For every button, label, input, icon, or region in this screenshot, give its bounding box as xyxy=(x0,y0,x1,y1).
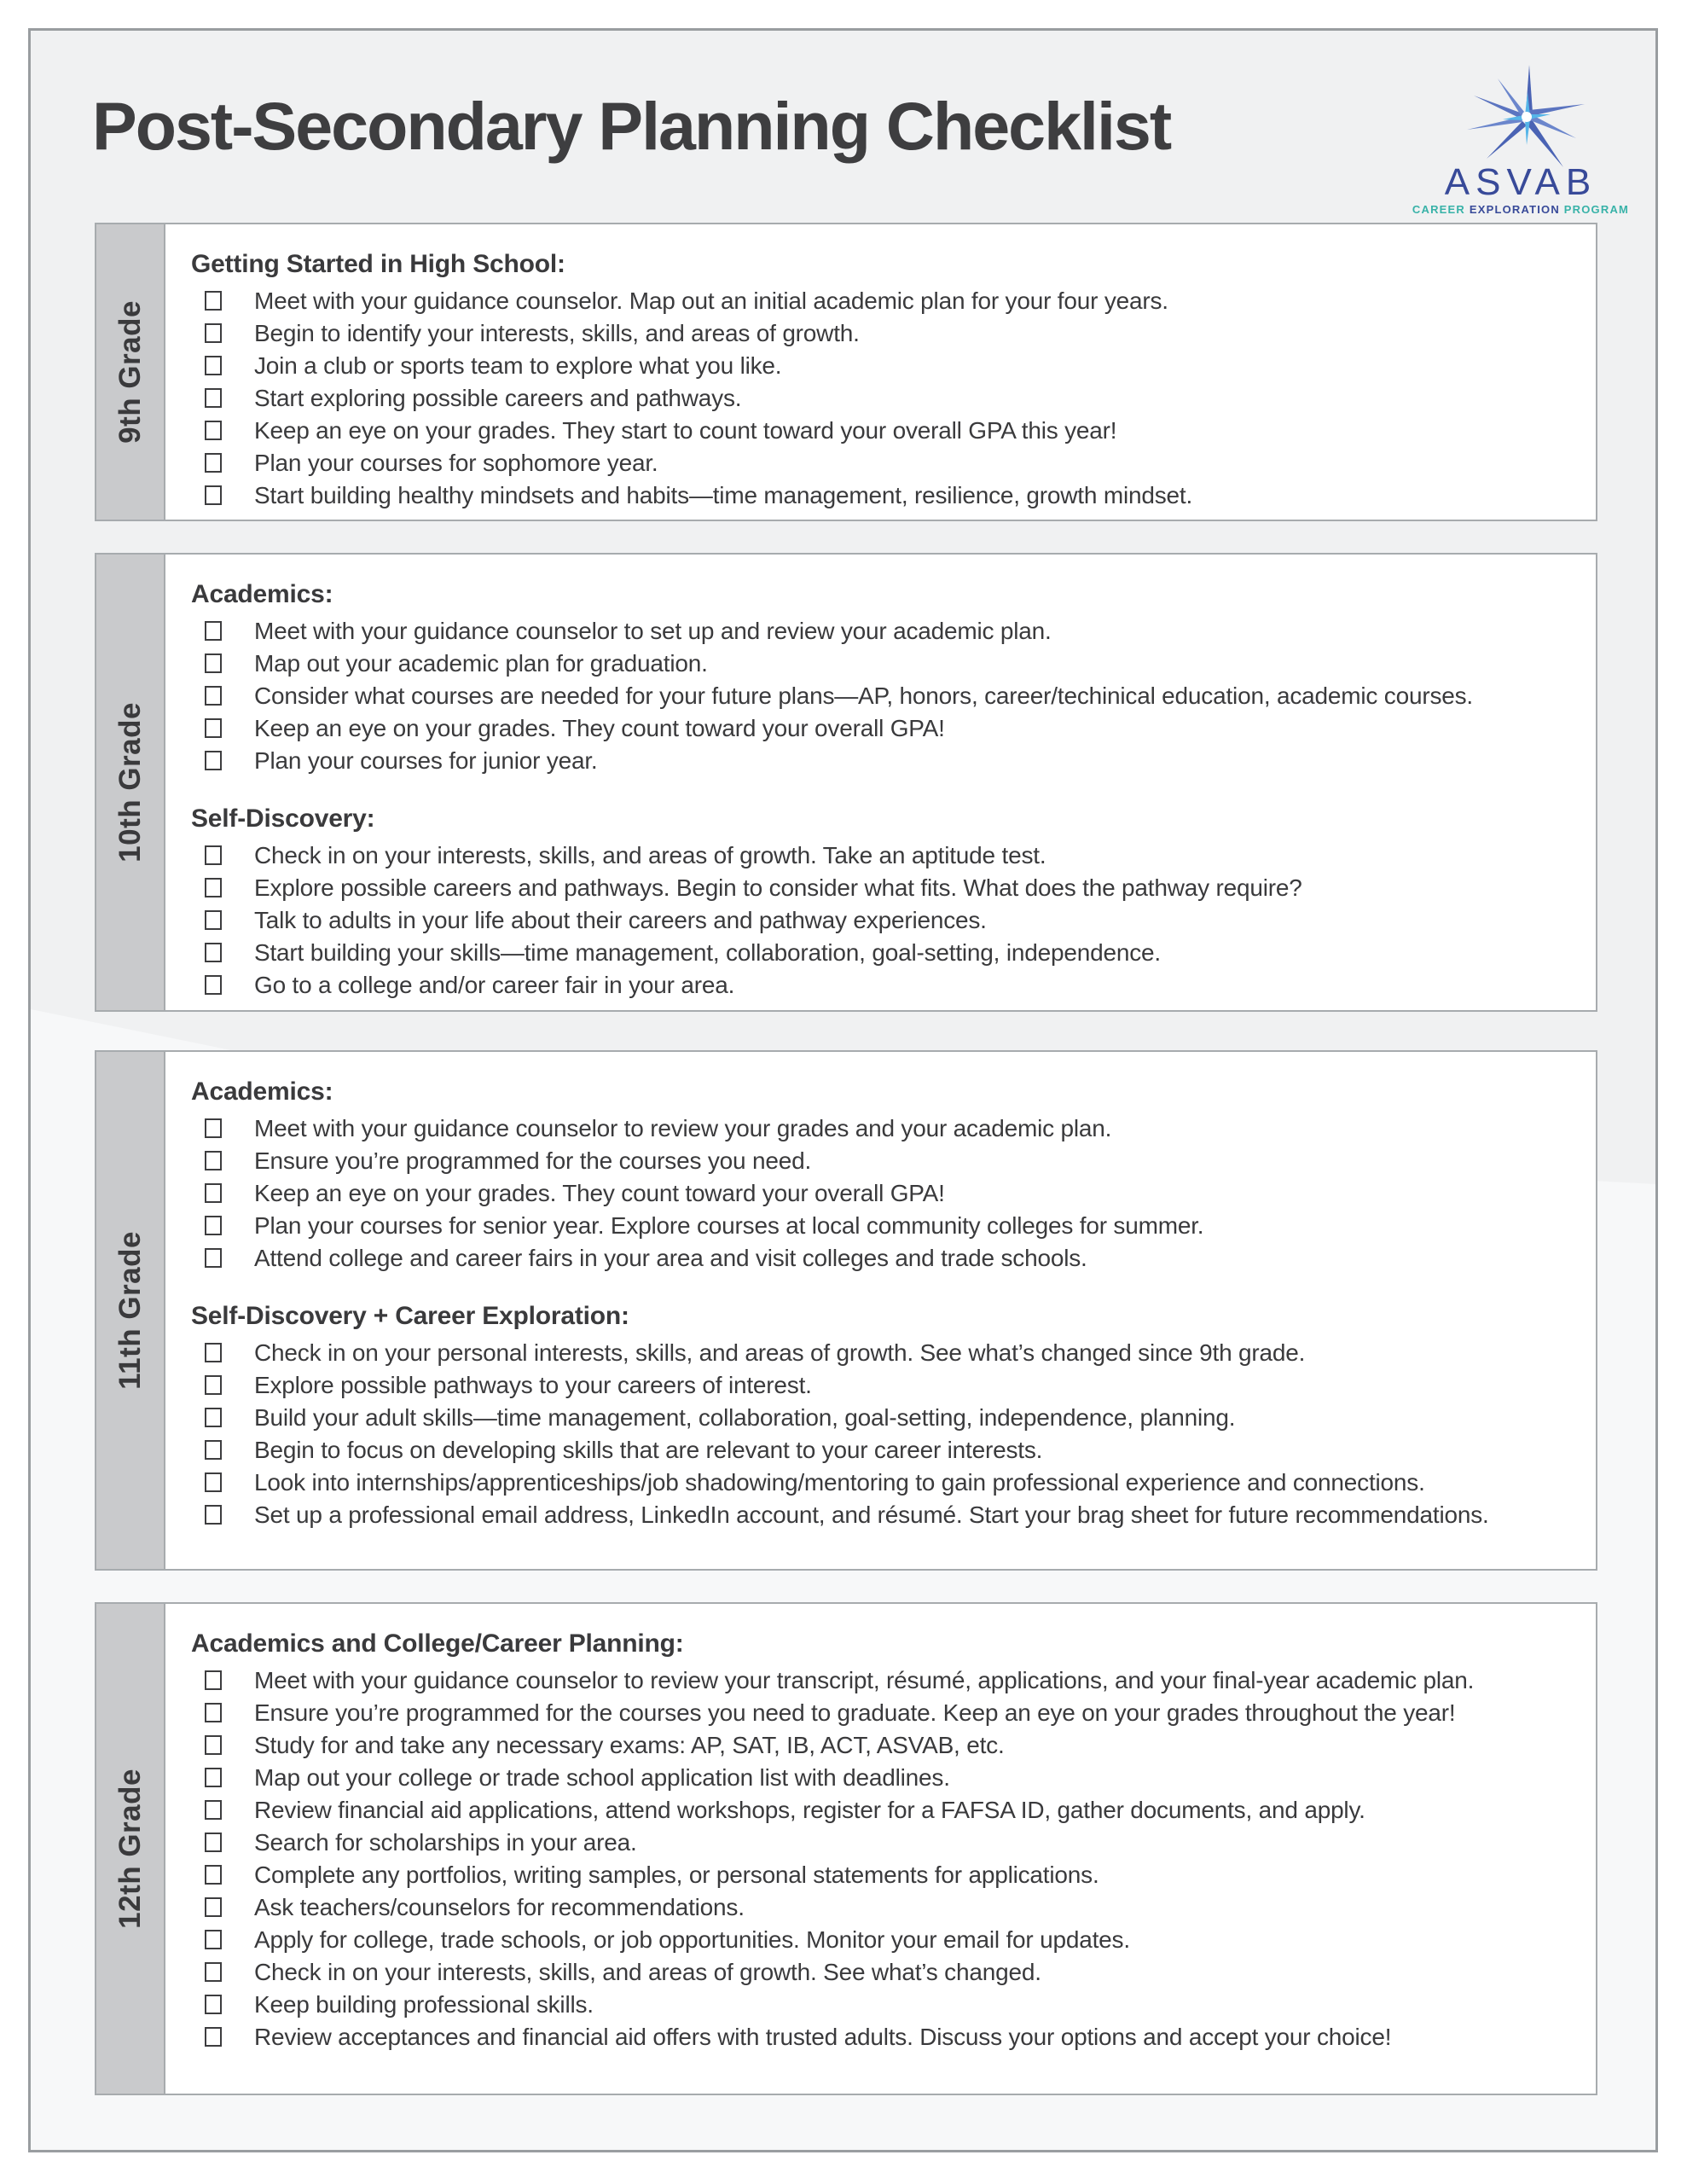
item-text: Keep an eye on your grades. They count toward your overall GPA! xyxy=(254,1180,945,1206)
checklist-item xyxy=(191,1145,1580,1177)
grade-section-9th xyxy=(95,223,1597,521)
item-text: Check in on your personal interests, skills, and areas of growth. See what’s changed since 9th grade. xyxy=(254,1339,1306,1366)
checklist-item xyxy=(191,745,1580,777)
checklist-item xyxy=(191,1891,1580,1924)
asvab-logo xyxy=(1406,63,1636,216)
grade-section-11th xyxy=(95,1050,1597,1571)
checkbox[interactable] xyxy=(205,943,222,962)
item-text: Keep an eye on your grades. They start to count toward your overall GPA this year! xyxy=(254,417,1117,444)
checkbox[interactable] xyxy=(205,1897,222,1917)
checklist-items xyxy=(191,1112,1580,1275)
item-text: Meet with your guidance counselor to review your grades and your academic plan. xyxy=(254,1115,1112,1141)
checklist-item xyxy=(191,937,1580,969)
checklist-item xyxy=(191,712,1580,745)
grade-tab xyxy=(95,223,165,521)
checklist-group xyxy=(191,804,1580,1002)
item-text: Talk to adults in your life about their careers and pathway experiences. xyxy=(254,907,987,933)
checklist-item xyxy=(191,1989,1580,2021)
checkbox[interactable] xyxy=(205,878,222,897)
checklist-item xyxy=(191,1827,1580,1859)
checkbox[interactable] xyxy=(205,356,222,375)
item-text: Keep building professional skills. xyxy=(254,1991,594,2018)
checklist-item xyxy=(191,447,1580,479)
grade-tab-label: 10th Grade xyxy=(113,702,147,863)
checkbox[interactable] xyxy=(205,453,222,473)
grade-tab-label: 12th Grade xyxy=(113,1769,147,1929)
checklist-item xyxy=(191,1956,1580,1989)
item-text: Ask teachers/counselors for recommendations. xyxy=(254,1894,745,1920)
checkbox[interactable] xyxy=(205,1995,222,2014)
checklist-item xyxy=(191,615,1580,648)
checklist-group xyxy=(191,1629,1580,2053)
checkbox[interactable] xyxy=(205,686,222,706)
checkbox[interactable] xyxy=(205,1930,222,1949)
checkbox[interactable] xyxy=(205,1343,222,1362)
checklist-item xyxy=(191,904,1580,937)
checklist-item xyxy=(191,1242,1580,1275)
group-heading: Academics: xyxy=(191,580,333,608)
grade-section-12th xyxy=(95,1602,1597,2095)
group-heading: Self-Discovery + Career Exploration: xyxy=(191,1302,629,1330)
checkbox[interactable] xyxy=(205,1833,222,1852)
grade-tab xyxy=(95,553,165,1012)
checkbox[interactable] xyxy=(205,975,222,995)
checkbox[interactable] xyxy=(205,1472,222,1492)
item-text: Build your adult skills—time management, collaboration, goal-setting, independence, planning. xyxy=(254,1404,1236,1431)
checklist-item xyxy=(191,1112,1580,1145)
checklist-item xyxy=(191,1664,1580,1697)
starburst-icon xyxy=(1448,63,1593,174)
checkbox[interactable] xyxy=(205,1800,222,1820)
item-text: Review acceptances and financial aid offers with trusted adults. Discuss your options and accept your choice! xyxy=(254,2024,1392,2050)
checkbox[interactable] xyxy=(205,621,222,641)
checklist-group xyxy=(191,1077,1580,1275)
grade-content xyxy=(165,553,1597,1012)
checklist-item xyxy=(191,1762,1580,1794)
item-text: Explore possible careers and pathways. Begin to consider what fits. What does the pathway require? xyxy=(254,874,1302,901)
item-text: Begin to identify your interests, skills, and areas of growth. xyxy=(254,320,860,346)
item-text: Ensure you’re programmed for the courses you need to graduate. Keep an eye on your grades throughout the year! xyxy=(254,1699,1456,1726)
item-text: Plan your courses for junior year. xyxy=(254,747,598,774)
item-text: Look into internships/apprenticeships/job shadowing/mentoring to gain professional experience and connections. xyxy=(254,1469,1425,1496)
tagline-program: PROGRAM xyxy=(1563,203,1630,216)
item-text: Begin to focus on developing skills that are relevant to your career interests. xyxy=(254,1437,1043,1463)
tagline-career: CAREER xyxy=(1412,203,1466,216)
checklist-group xyxy=(191,1302,1580,1531)
checklist-item xyxy=(191,382,1580,415)
checkbox[interactable] xyxy=(205,1962,222,1982)
checklist-item xyxy=(191,1729,1580,1762)
checkbox[interactable] xyxy=(205,1670,222,1690)
checklist-item xyxy=(191,648,1580,680)
checklist-items xyxy=(191,1337,1580,1531)
checkbox[interactable] xyxy=(205,718,222,738)
grade-content xyxy=(165,223,1597,521)
item-text: Complete any portfolios, writing samples, or personal statements for applications. xyxy=(254,1862,1099,1888)
item-text: Ensure you’re programmed for the courses you need. xyxy=(254,1147,812,1174)
checklist-item xyxy=(191,1924,1580,1956)
checkbox[interactable] xyxy=(205,1865,222,1885)
checkbox[interactable] xyxy=(205,485,222,505)
item-text: Consider what courses are needed for your future plans—AP, honors, career/techinical education, academic courses. xyxy=(254,682,1474,709)
checkbox[interactable] xyxy=(205,1408,222,1427)
checkbox[interactable] xyxy=(205,2027,222,2047)
checklist-item xyxy=(191,969,1580,1002)
checklist-item xyxy=(191,1859,1580,1891)
item-text: Check in on your interests, skills, and areas of growth. Take an aptitude test. xyxy=(254,842,1046,868)
item-text: Set up a professional email address, LinkedIn account, and résumé. Start your brag sheet for future recommendations. xyxy=(254,1502,1489,1528)
checklist-item xyxy=(191,1177,1580,1210)
item-text: Review financial aid applications, attend workshops, register for a FAFSA ID, gather documents, and apply. xyxy=(254,1797,1365,1823)
checkbox[interactable] xyxy=(205,1735,222,1755)
checklist-item xyxy=(191,872,1580,904)
item-text: Map out your college or trade school application list with deadlines. xyxy=(254,1764,950,1791)
tagline-exploration: EXPLORATION xyxy=(1469,203,1560,216)
grade-tab-label: 11th Grade xyxy=(113,1231,147,1390)
checklist-item xyxy=(191,1369,1580,1402)
item-text: Keep an eye on your grades. They count toward your overall GPA! xyxy=(254,715,945,741)
item-text: Plan your courses for sophomore year. xyxy=(254,450,658,476)
checklist-item xyxy=(191,1697,1580,1729)
item-text: Start building your skills—time management, collaboration, goal-setting, independence. xyxy=(254,939,1161,966)
checkbox[interactable] xyxy=(205,388,222,408)
checkbox[interactable] xyxy=(205,845,222,865)
checklist-items xyxy=(191,285,1580,512)
grade-tab xyxy=(95,1050,165,1571)
checklist-items xyxy=(191,839,1580,1002)
checklist-item xyxy=(191,479,1580,512)
grade-section-10th xyxy=(95,553,1597,1012)
item-text: Apply for college, trade schools, or job opportunities. Monitor your email for updates. xyxy=(254,1926,1130,1953)
item-text: Meet with your guidance counselor to review your transcript, résumé, applications, and your final-year academic plan. xyxy=(254,1667,1475,1693)
checkbox[interactable] xyxy=(205,323,222,343)
grade-content xyxy=(165,1602,1597,2095)
asvab-wordmark: ASVAB xyxy=(1444,161,1597,203)
item-text: Check in on your interests, skills, and areas of growth. See what’s changed. xyxy=(254,1959,1041,1985)
page-title: Post-Secondary Planning Checklist xyxy=(92,88,1171,164)
checkbox[interactable] xyxy=(205,1703,222,1722)
group-heading: Academics and College/Career Planning: xyxy=(191,1629,684,1658)
checklist-item xyxy=(191,1467,1580,1499)
checklist-item xyxy=(191,1402,1580,1434)
checkbox[interactable] xyxy=(205,1375,222,1395)
checkbox[interactable] xyxy=(205,910,222,930)
item-text: Search for scholarships in your area. xyxy=(254,1829,637,1856)
grade-content xyxy=(165,1050,1597,1571)
checkbox[interactable] xyxy=(205,653,222,673)
checkbox[interactable] xyxy=(205,1183,222,1203)
item-text: Study for and take any necessary exams: AP, SAT, IB, ACT, ASVAB, etc. xyxy=(254,1732,1005,1758)
checklist-items xyxy=(191,1664,1580,2053)
document-page xyxy=(28,28,1658,2152)
checklist-item xyxy=(191,1337,1580,1369)
item-text: Map out your academic plan for graduation. xyxy=(254,650,708,677)
checkbox[interactable] xyxy=(205,1151,222,1170)
item-text: Start exploring possible careers and pathways. xyxy=(254,385,742,411)
item-text: Start building healthy mindsets and habits—time management, resilience, growth mindset. xyxy=(254,482,1193,508)
checkbox[interactable] xyxy=(205,291,222,311)
checklist-item xyxy=(191,680,1580,712)
item-text: Plan your courses for senior year. Explore courses at local community colleges for summer. xyxy=(254,1212,1204,1239)
item-text: Meet with your guidance counselor to set up and review your academic plan. xyxy=(254,618,1052,644)
checklist-item xyxy=(191,839,1580,872)
group-heading: Getting Started in High School: xyxy=(191,250,565,278)
checkbox[interactable] xyxy=(205,1505,222,1525)
checklist-item xyxy=(191,2021,1580,2053)
item-text: Go to a college and/or career fair in your area. xyxy=(254,972,735,998)
checklist-item xyxy=(191,1794,1580,1827)
item-text: Attend college and career fairs in your area and visit colleges and trade schools. xyxy=(254,1245,1087,1271)
checklist-group xyxy=(191,580,1580,777)
item-text: Explore possible pathways to your careers of interest. xyxy=(254,1372,812,1398)
item-text: Meet with your guidance counselor. Map out an initial academic plan for your four years. xyxy=(254,288,1168,314)
checklist-item xyxy=(191,1210,1580,1242)
item-text: Join a club or sports team to explore what you like. xyxy=(254,352,782,379)
checklist-item xyxy=(191,317,1580,350)
checklist-item xyxy=(191,1499,1580,1531)
checklist-item xyxy=(191,1434,1580,1467)
checklist-item xyxy=(191,350,1580,382)
checkbox[interactable] xyxy=(205,1768,222,1787)
checkbox[interactable] xyxy=(205,1216,222,1235)
checkbox[interactable] xyxy=(205,421,222,440)
checklist-items xyxy=(191,615,1580,777)
checkbox[interactable] xyxy=(205,1118,222,1138)
checklist-group xyxy=(191,250,1580,512)
asvab-tagline xyxy=(1406,203,1636,216)
grade-tab-label: 9th Grade xyxy=(113,300,147,444)
checklist-item xyxy=(191,415,1580,447)
checkbox[interactable] xyxy=(205,751,222,770)
grade-tab xyxy=(95,1602,165,2095)
group-heading: Self-Discovery: xyxy=(191,804,375,833)
checkbox[interactable] xyxy=(205,1248,222,1268)
checklist-item xyxy=(191,285,1580,317)
checkbox[interactable] xyxy=(205,1440,222,1460)
group-heading: Academics: xyxy=(191,1077,333,1106)
